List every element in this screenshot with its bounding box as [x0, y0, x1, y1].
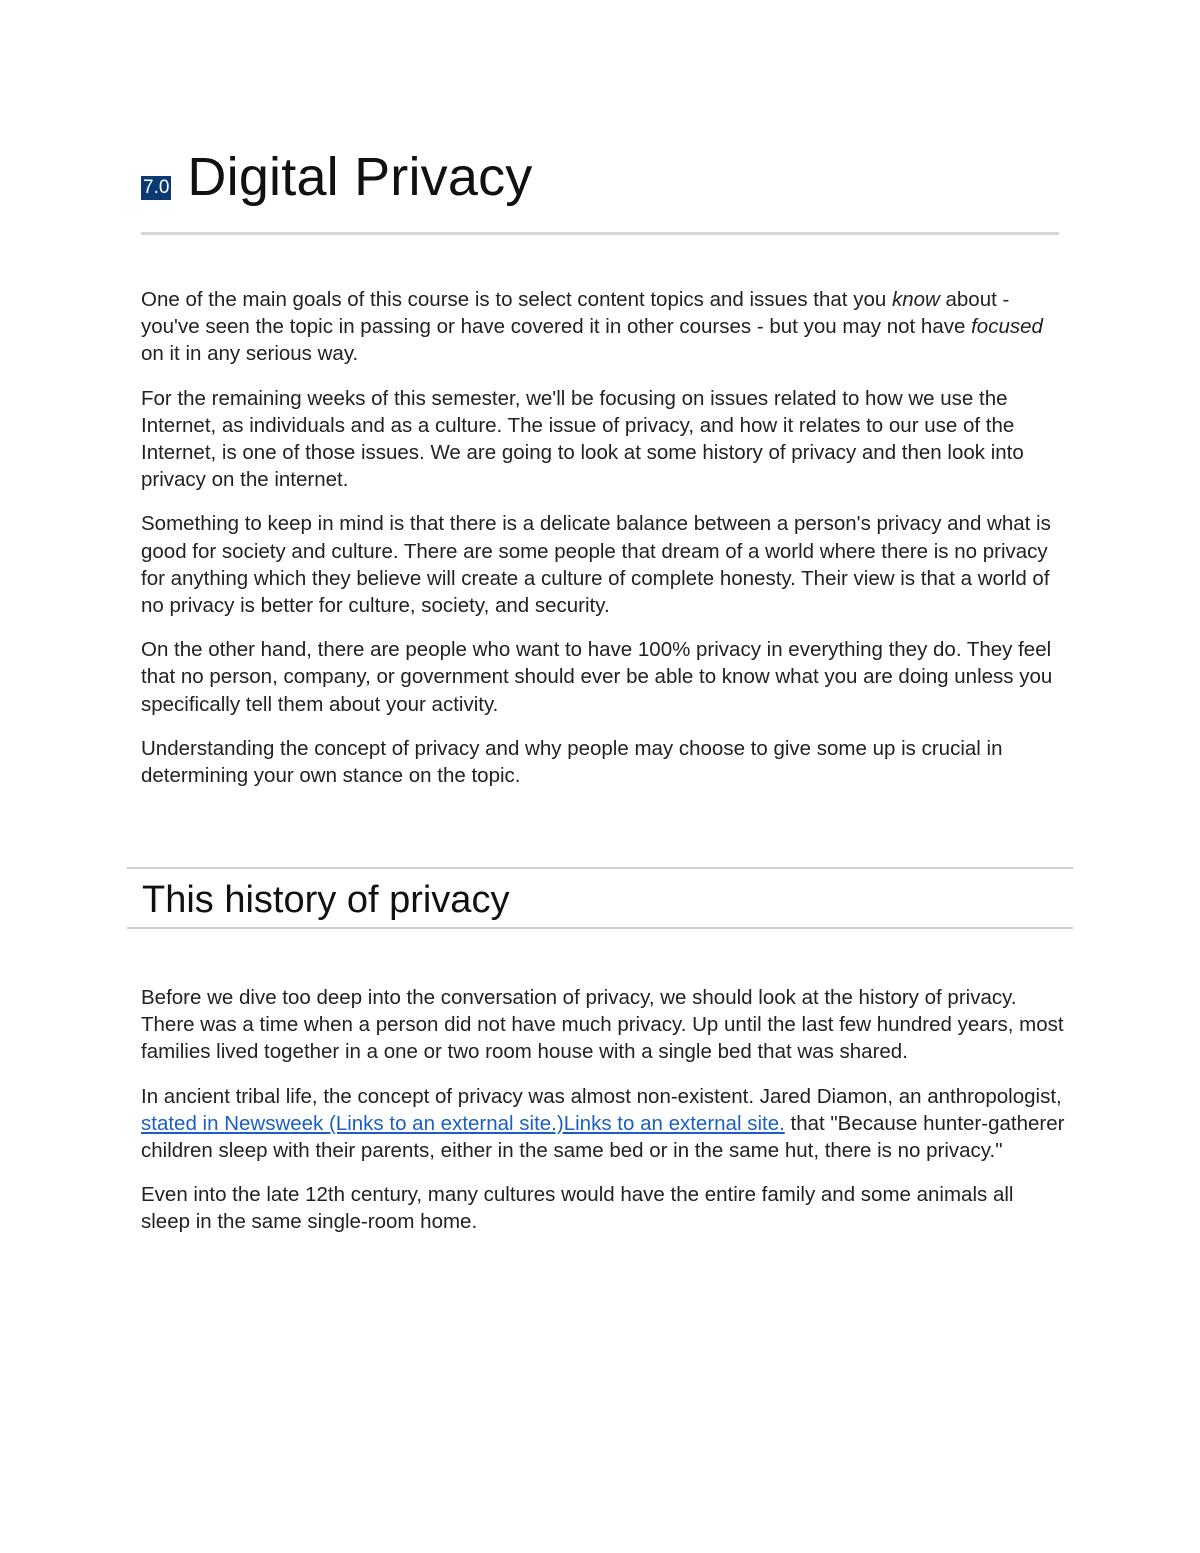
- history-paragraph-2: [141, 1083, 1066, 1165]
- paragraph-text: that "Because hunter-gatherer children sleep with their parents, either in the same bed or in the same hut, there is no privacy.": [141, 1111, 1065, 1163]
- section-heading-history: This history of privacy: [142, 879, 510, 921]
- intro-paragraph-3: Something to keep in mind is that there is a delicate balance between a person's privacy and what is good for society and culture. There are some people that dream of a world where there is no privacy for anything which they believe will create a culture of complete honesty. Their view is that a world of no privacy is better for culture, society, and security.: [141, 512, 1051, 618]
- emphasis-focused: focused: [971, 315, 1043, 339]
- paragraph-text: on it in any serious way.: [141, 342, 359, 366]
- paragraph-text: about - you've seen the topic in passing or have covered it in other courses - but you may not have: [141, 288, 1010, 339]
- newsweek-external-link[interactable]: stated in Newsweek (Links to an external site.)Links to an external site.: [141, 1111, 785, 1135]
- section-divider-top: [127, 867, 1073, 869]
- title-divider: [141, 232, 1059, 235]
- history-section: [141, 984, 1066, 1253]
- module-number-badge: 7.0: [143, 177, 170, 198]
- intro-paragraph-1: [141, 286, 1066, 368]
- intro-paragraph-5: Understanding the concept of privacy and why people may choose to give some up is crucial in determining your own stance on the topic.: [141, 736, 1003, 788]
- emphasis-know: know: [891, 288, 940, 311]
- intro-paragraph-4: On the other hand, there are people who want to have 100% privacy in everything they do. They feel that no person, company, or government should ever be able to know what you are doing unless you specifically tell them about your activity.: [141, 638, 1053, 716]
- intro-paragraph-2: For the remaining weeks of this semester, we'll be focusing on issues related to how we use the Internet, as individuals and as a culture. The issue of privacy, and how it relates to our use of the Internet, is one of those issues. We are going to look at some history of privacy and then look into privacy on the internet.: [141, 386, 1024, 492]
- intro-section: [141, 286, 1066, 806]
- section-divider-bottom: [127, 927, 1073, 929]
- history-paragraph-3: Even into the late 12th century, many cultures would have the entire family and some animals all sleep in the same single-room home.: [141, 1183, 1014, 1234]
- page-title: Digital Privacy: [187, 147, 533, 207]
- page-header: [141, 146, 533, 208]
- paragraph-text: One of the main goals of this course is to select content topics and issues that you: [141, 288, 892, 311]
- paragraph-text: In ancient tribal life, the concept of privacy was almost non-existent. Jared Diamon, an anthropologist,: [141, 1084, 1062, 1108]
- history-paragraph-1: Before we dive too deep into the conversation of privacy, we should look at the history of privacy. There was a time when a person did not have much privacy. Up until the last few hundred years, most families lived together in a one or two room house with a single bed that was shared.: [141, 986, 1064, 1064]
